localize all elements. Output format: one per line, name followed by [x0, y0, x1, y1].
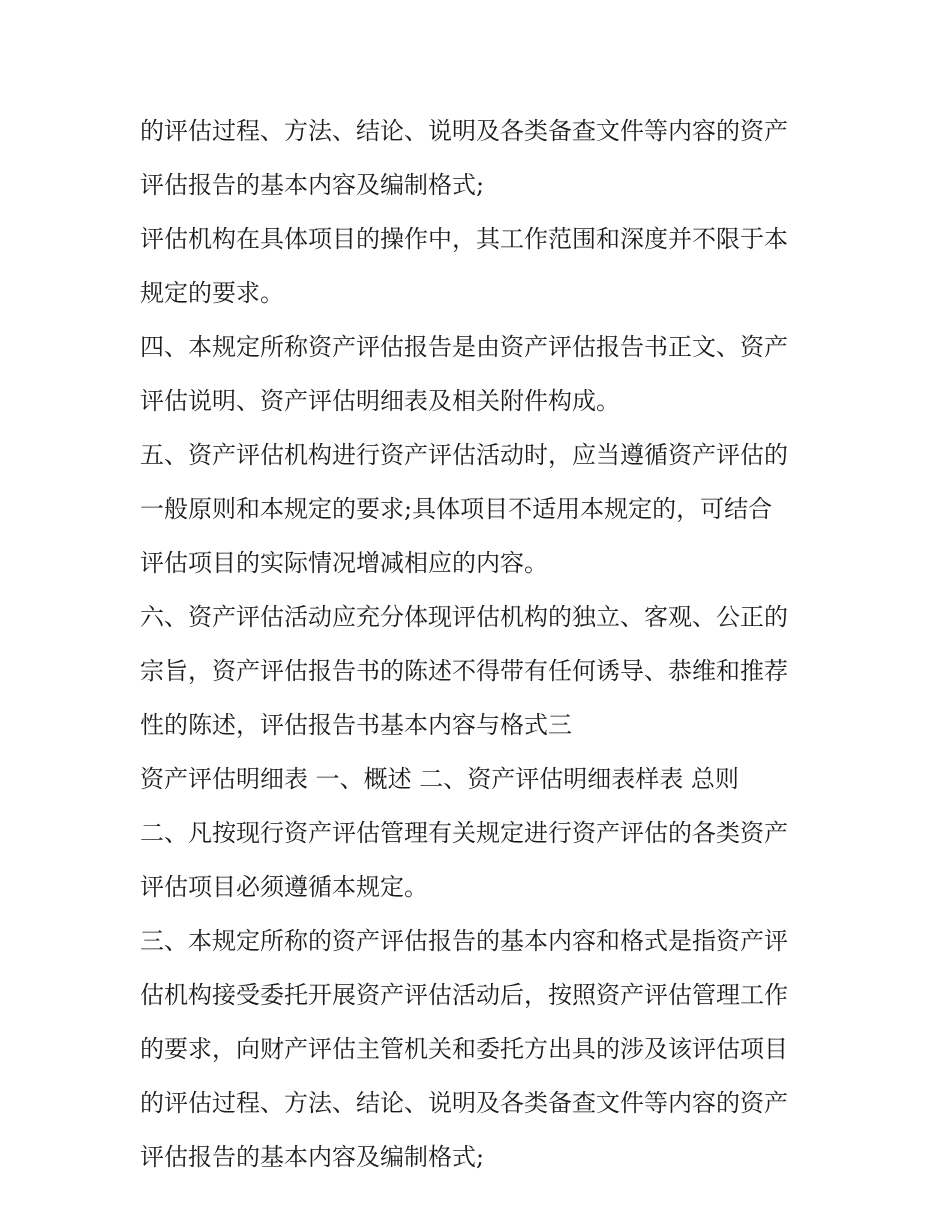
text-line: 的评估过程、方法、结论、说明及各类备查文件等内容的资产 [140, 117, 788, 145]
text-line: 六、资产评估活动应充分体现评估机构的独立、客观、公正的 [140, 603, 788, 631]
text-line: 评估项目必须遵循本规定。 [140, 873, 428, 901]
text-line: 评估报告的基本内容及编制格式; [140, 171, 485, 199]
text-line: 的要求，向财产评估主管机关和委托方出具的涉及该评估项目 [140, 1035, 788, 1063]
text-line: 一般原则和本规定的要求;具体项目不适用本规定的，可结合 [140, 495, 773, 523]
text-line: 宗旨，资产评估报告书的陈述不得带有任何诱导、恭维和推荐 [140, 657, 788, 685]
text-line: 四、本规定所称资产评估报告是由资产评估报告书正文、资产 [140, 333, 788, 361]
text-line: 评估机构在具体项目的操作中，其工作范围和深度并不限于本 [140, 225, 788, 253]
text-line: 估机构接受委托开展资产评估活动后，按照资产评估管理工作 [140, 981, 788, 1009]
text-line: 评估说明、资产评估明细表及相关附件构成。 [140, 387, 620, 415]
text-line: 规定的要求。 [140, 279, 284, 307]
text-line: 性的陈述，评估报告书基本内容与格式三 [140, 711, 572, 739]
text-line: 二、凡按现行资产评估管理有关规定进行资产评估的各类资产 [140, 819, 788, 847]
document-body [140, 104, 820, 1184]
text-line: 评估报告的基本内容及编制格式; [140, 1143, 485, 1171]
text-line: 的评估过程、方法、结论、说明及各类备查文件等内容的资产 [140, 1089, 788, 1117]
text-line: 五、资产评估机构进行资产评估活动时，应当遵循资产评估的 [140, 441, 788, 469]
text-line: 资产评估明细表 一、概述 二、资产评估明细表样表 总则 [140, 765, 739, 793]
text-line: 评估项目的实际情况增减相应的内容。 [140, 549, 548, 577]
text-line: 三、本规定所称的资产评估报告的基本内容和格式是指资产评 [140, 927, 788, 955]
